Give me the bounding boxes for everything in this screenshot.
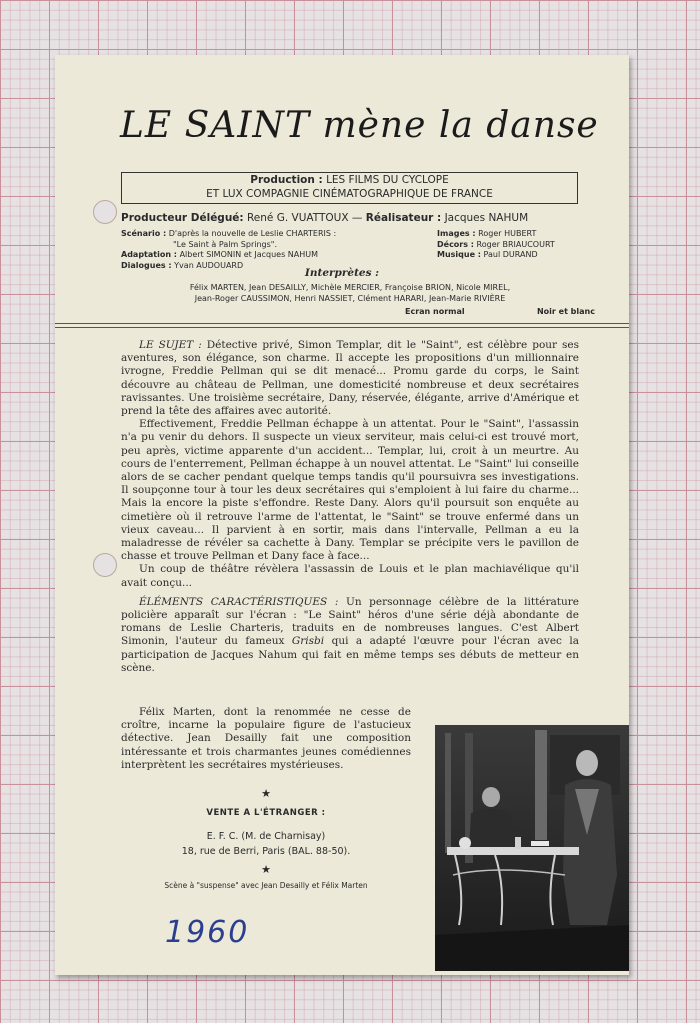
credit-row bbox=[121, 250, 371, 261]
credit-row bbox=[121, 229, 371, 240]
director-name: Jacques NAHUM bbox=[444, 212, 529, 224]
cast-line-2: Jean-Roger CAUSSIMON, Henri NASSIET, Clément HARARI, Jean-Marie RIVIÈRE bbox=[194, 294, 506, 303]
press-sheet bbox=[55, 55, 629, 975]
credit-row bbox=[121, 240, 371, 251]
divider-top bbox=[55, 323, 629, 324]
credit-label: Scénario : bbox=[121, 229, 167, 238]
film-still-photo bbox=[435, 725, 629, 971]
handwritten-year: 1960 bbox=[165, 915, 250, 950]
format-info bbox=[405, 307, 595, 316]
production-line1: LES FILMS DU CYCLOPE bbox=[326, 174, 449, 186]
synopsis bbox=[121, 339, 579, 675]
credits-separator: — bbox=[351, 212, 363, 224]
sales-agent: E. F. C. (M. de Charnisay) bbox=[206, 831, 326, 842]
credit-value: Yvan AUDOUARD bbox=[174, 260, 244, 270]
punch-hole-bottom bbox=[93, 553, 117, 577]
credit-row bbox=[437, 250, 617, 261]
credit-row bbox=[437, 240, 617, 251]
credit-value: D'après la nouvelle de Leslie CHARTERIS : bbox=[168, 229, 337, 238]
color-format: Noir et blanc bbox=[536, 307, 595, 316]
elements-paragraph-1a: Un personnage célèbre de la littérature policière apparaît sur l'écran : "Le Saint" héros d'une série déjà abondante de romans de Leslie Charteris, traduits en de nombreuses langues. C'est Albert Simonin, l'auteur du fameux bbox=[121, 595, 579, 648]
credit-label: Adaptation : bbox=[121, 250, 178, 259]
star-ornament-2: ★ bbox=[261, 863, 271, 876]
photo-caption: Scène à "suspense" avec Jean Desailly et Félix Marten bbox=[164, 881, 368, 890]
foreign-sales-heading: VENTE A L'ÉTRANGER : bbox=[206, 808, 326, 818]
credit-value: Roger BRIAUCOURT bbox=[476, 239, 555, 249]
producer-director-line bbox=[121, 212, 591, 224]
credit-value: Roger HUBERT bbox=[478, 229, 537, 238]
credit-value: "Le Saint à Palm Springs". bbox=[173, 239, 277, 249]
punch-hole-top bbox=[93, 200, 117, 224]
sujet-paragraph-3: Un coup de théâtre révèlera l'assassin de Louis et le plan machiavélique qu'il avait conçu... bbox=[121, 563, 579, 589]
divider-bottom bbox=[55, 327, 629, 328]
star-ornament-1: ★ bbox=[261, 787, 271, 800]
sujet-paragraph-2: Effectivement, Freddie Pellman échappe à un attentat. Pour le "Saint", l'assassin n'a pu venir du dehors. Il suspecte un vieux serviteur, mais celui-ci est trouvé mort, peu après, victime apparente d'un accident... Templar, lui, croit à un meurtre. Au cours de l'enterrement, Pellman échappe à un nouvel attentat. Le "Saint" lui conseille alors de se cacher pendant quelque temps tandis qu'il poursuivra ses investigations. Il soupçonne tour à tour les deux secrétaires qui s'emploient à lui faire du charme... Mais la encore la piste s'effondre. Reste Dany. Alors qu'il poursuit son enquête au cimetière où il retrouve l'arme de l'attentat, le "Saint" se trouve enfermé dans un vieux caveau... Il parvient à en sortir, mais dans l'intervalle, Pellman a eu la maladresse de révéler sa cachette à Dany. Templar se précipite vers le pavillon de chasse et trouve Pellman et Dany face à face... bbox=[121, 418, 579, 563]
interpretes-heading: Interprètes : bbox=[304, 267, 380, 279]
cast-list bbox=[115, 282, 585, 304]
film-still-image bbox=[435, 725, 629, 971]
elements-paragraph-2: Félix Marten, dont la renommée ne cesse de croître, incarne la populaire figure de l'astucieux détective. Jean Desailly fait une composition intéressante et trois charmantes jeunes comédiennes interprètent les secrétaires mystérieuses. bbox=[121, 706, 411, 771]
elements-paragraph-2-block bbox=[121, 706, 411, 772]
elements-label: ÉLÉMENTS CARACTÉRISTIQUES : bbox=[139, 595, 339, 608]
credit-value: Paul DURAND bbox=[483, 250, 538, 259]
director-label: Réalisateur : bbox=[365, 212, 442, 224]
credits-right bbox=[437, 229, 617, 261]
foreign-sales-address bbox=[121, 829, 411, 859]
credit-label: Musique : bbox=[437, 250, 481, 259]
grisbi-title: Grisbi bbox=[291, 635, 325, 648]
elements-paragraph-1b: qui a adapté l'œuvre pour l'écran avec la participation de Jacques Nahum qui fait en même temps ses débuts de metteur en scène. bbox=[121, 635, 580, 674]
film-title: LE SAINT mène la danse bbox=[120, 105, 599, 146]
cast-line-1: Félix MARTEN, Jean DESAILLY, Michèle MERCIER, Françoise BRION, Nicole MIREL, bbox=[189, 283, 511, 292]
credit-row bbox=[437, 229, 617, 240]
producer-label: Producteur Délégué: bbox=[121, 212, 244, 224]
screen-format: Ecran normal bbox=[405, 307, 465, 316]
credits-left bbox=[121, 229, 371, 271]
credit-value: Albert SIMONIN et Jacques NAHUM bbox=[179, 250, 319, 259]
production-line2: ET LUX COMPAGNIE CINÉMATOGRAPHIQUE DE FRANCE bbox=[206, 188, 493, 200]
credit-label: Dialogues : bbox=[121, 260, 172, 270]
sujet-paragraph-1: Détective privé, Simon Templar, dit le "Saint", est célèbre pour ses aventures, son élégance, son charme. Il accepte les propositions d'un millionnaire ivrogne, Freddie Pellman qui se dit menacé... Promu garde du corps, le Saint découvre au château de Pellman, une domesticité nombreuse et deux secrétaires ravissantes. Une troisième secrétaire, Dany, réservée, élégante, arrive d'Amérique et prend la tête des affaires avec autorité. bbox=[121, 339, 579, 418]
credit-label: Décors : bbox=[437, 239, 474, 249]
sales-address: 18, rue de Berri, Paris (BAL. 88-50). bbox=[181, 846, 351, 857]
production-label: Production : bbox=[250, 174, 323, 186]
producer-name: René G. VUATTOUX bbox=[246, 212, 349, 224]
credit-label: Images : bbox=[437, 229, 476, 238]
sujet-label: LE SUJET : bbox=[139, 339, 202, 351]
production-box bbox=[121, 172, 578, 204]
